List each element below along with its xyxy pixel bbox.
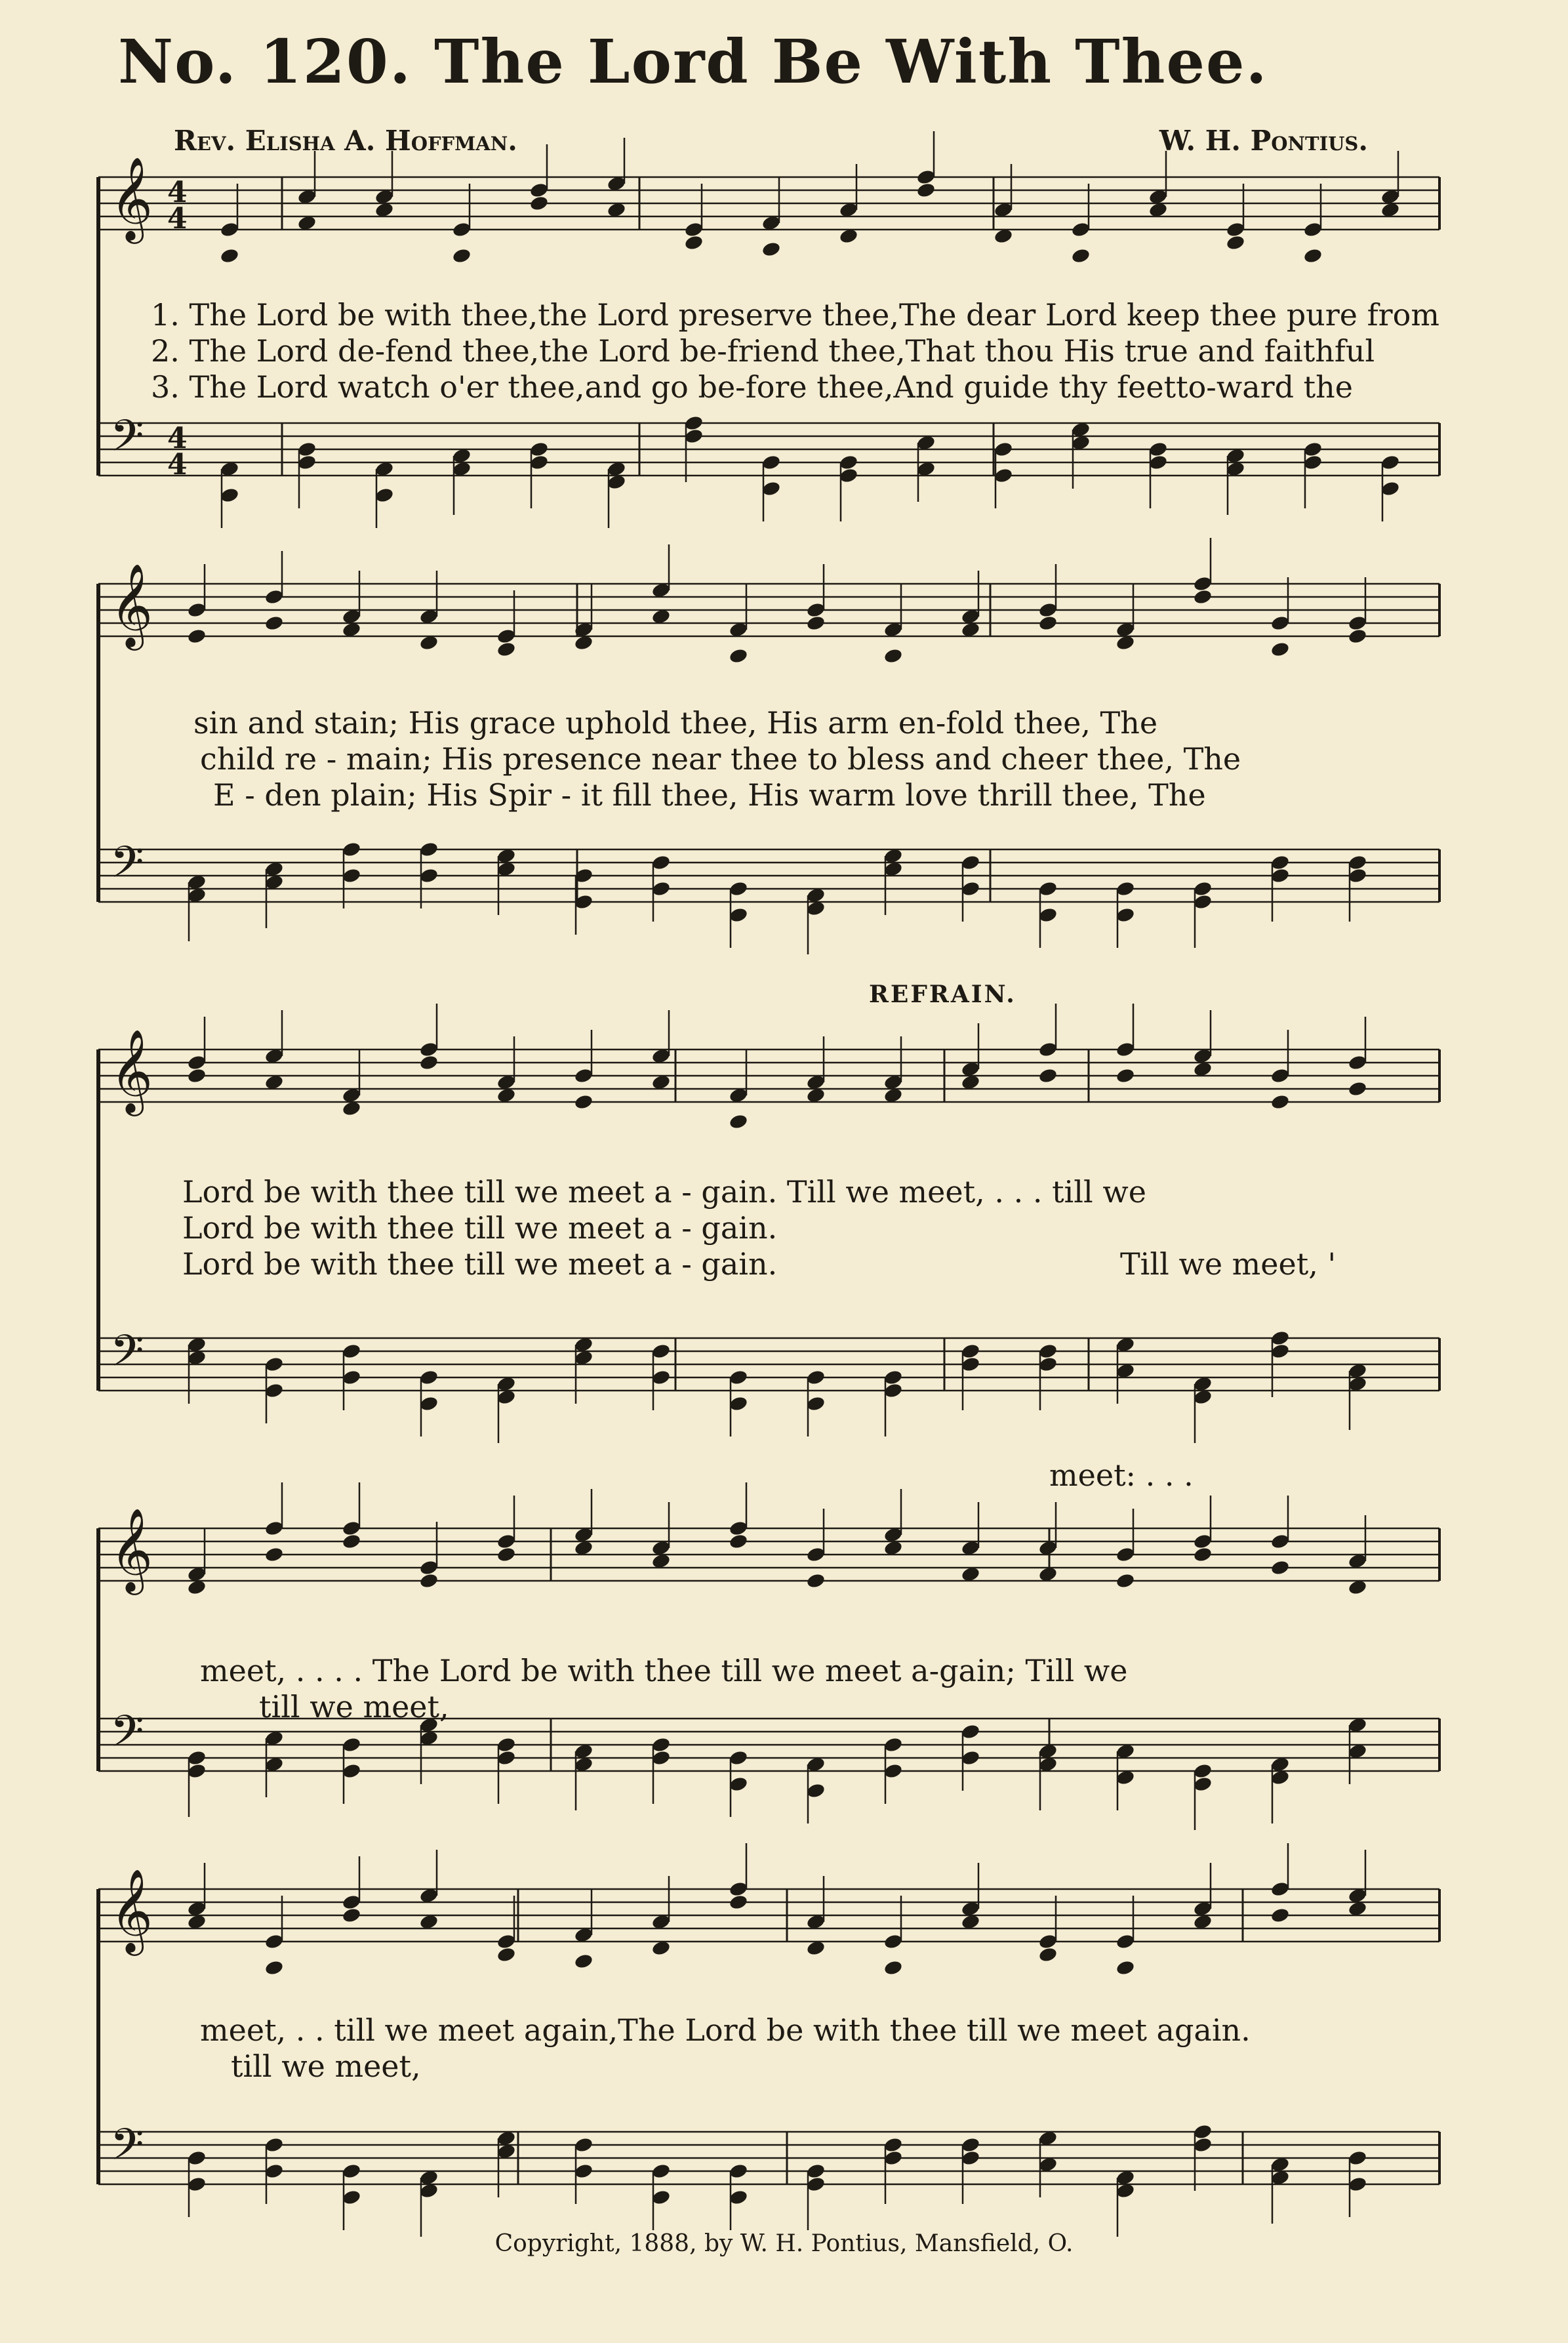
note-head [342, 1736, 362, 1753]
note-head [452, 247, 472, 264]
note-head [1193, 1762, 1213, 1780]
note-head [496, 1749, 517, 1766]
note-head [342, 867, 362, 884]
note-head [529, 182, 550, 199]
note-head [729, 1776, 749, 1793]
note-head [1270, 1330, 1291, 1347]
note-head [1038, 1041, 1058, 1058]
note-head [1270, 615, 1291, 632]
note-head [839, 454, 859, 471]
lyric-s3-bass-words: Till we meet, ' [1120, 1246, 1337, 1282]
note-head [1148, 454, 1169, 471]
note-head [651, 2189, 672, 2206]
note-head [684, 221, 704, 238]
lyric-s4-main: meet, . . . . The Lord be with thee till we meet a-gain; Till we [200, 1653, 1128, 1688]
lyric-s5-main: meet, . . till we meet again,The Lord be with thee till we meet again. [200, 2012, 1251, 2048]
hymn-title: No. 120. The Lord Be With Thee. [118, 26, 1268, 97]
note-head [297, 441, 317, 458]
note-head [1380, 454, 1401, 471]
note-head [419, 841, 439, 858]
note-head [1116, 1959, 1136, 1976]
note-head [1038, 1356, 1058, 1373]
note-head [1038, 880, 1058, 897]
note-head [342, 1520, 362, 1537]
note-head [187, 2176, 207, 2193]
note-head [729, 1894, 749, 1911]
lyric-s2-verse3: E - den plain; His Spir - it fill thee, His warm love thrill thee, The [213, 777, 1206, 813]
lyric-s1-verse2: 2. The Lord de-fend thee,the Lord be-friend thee,That thou His true and faithful [151, 333, 1375, 369]
note-head [1270, 1907, 1291, 1924]
note-head [1226, 234, 1246, 251]
bass-clef-icon: 𝄢 [110, 1326, 144, 1387]
note-head [961, 880, 981, 897]
note-head [264, 1356, 285, 1373]
treble-clef-icon: 𝄞 [110, 563, 153, 647]
note-head [1303, 247, 1323, 264]
bass-clef-icon: 𝄢 [110, 411, 144, 472]
note-head [264, 1382, 285, 1399]
note-head [187, 1054, 207, 1071]
note-head [1038, 1067, 1058, 1084]
note-head [883, 2136, 904, 2153]
note-head [496, 1546, 517, 1563]
note-head [1193, 2123, 1213, 2140]
note-head [806, 2163, 826, 2180]
note-head [452, 221, 472, 238]
note-head [529, 441, 550, 458]
note-head [419, 1054, 439, 1071]
note-head [264, 1933, 285, 1950]
note-head [342, 1894, 362, 1911]
bass-clef-icon: 𝄢 [110, 2119, 144, 2180]
note-head [806, 615, 826, 632]
note-head [1193, 1546, 1213, 1563]
note-head [651, 2163, 672, 2180]
note-head [1116, 1041, 1136, 1058]
note-head [187, 628, 207, 645]
bass-clef-icon: 𝄢 [110, 1706, 144, 1767]
note-head [264, 1520, 285, 1537]
note-head [342, 1369, 362, 1386]
time-signature: 4 [167, 176, 188, 209]
note-head [729, 647, 749, 664]
note-head [419, 1395, 439, 1412]
time-signature: 4 [167, 202, 188, 235]
note-head [994, 467, 1014, 484]
note-head [1348, 1054, 1368, 1071]
note-head [1116, 880, 1136, 897]
note-head [1270, 1559, 1291, 1576]
note-head [1038, 615, 1058, 632]
note-head [1116, 1933, 1136, 1950]
note-head [220, 247, 240, 264]
note-head [729, 907, 749, 924]
note-head [684, 428, 704, 445]
note-head [187, 1749, 207, 1766]
note-head [496, 1533, 517, 1550]
note-head [729, 1520, 749, 1537]
note-head [761, 454, 782, 471]
note-head [496, 1946, 517, 1963]
bass-clef-icon: 𝄢 [110, 837, 144, 898]
note-head [1226, 221, 1246, 238]
note-head [761, 480, 782, 497]
note-head [496, 1736, 517, 1753]
note-head [761, 241, 782, 258]
note-head [1380, 480, 1401, 497]
note-head [342, 841, 362, 858]
note-head [916, 182, 936, 199]
note-head [419, 1559, 439, 1576]
note-head [806, 1369, 826, 1386]
note-head [342, 1533, 362, 1550]
note-head [883, 1736, 904, 1753]
note-head [1193, 2136, 1213, 2153]
note-head [684, 234, 704, 251]
lyric-s4-bass-words: till we meet, [259, 1689, 449, 1724]
note-head [883, 1959, 904, 1976]
note-head [529, 454, 550, 471]
note-head [342, 2163, 362, 2180]
note-head [1116, 907, 1136, 924]
lyric-s5-bass-words: till we meet, [231, 2048, 421, 2084]
note-head [1038, 1343, 1058, 1360]
note-head [883, 647, 904, 664]
note-head [1193, 880, 1213, 897]
note-head [419, 1041, 439, 1058]
note-head [729, 1881, 749, 1898]
note-head [220, 221, 240, 238]
note-head [1270, 867, 1291, 884]
note-head [729, 1113, 749, 1130]
note-head [264, 588, 285, 605]
composer-credit: W. H. Pontius. [1159, 125, 1368, 157]
note-head [806, 601, 826, 619]
lyric-s3-verse3: Lord be with thee till we meet a - gain. [182, 1246, 778, 1282]
note-head [1116, 1546, 1136, 1563]
note-head [1038, 907, 1058, 924]
note-head [419, 1369, 439, 1386]
note-head [883, 1382, 904, 1399]
note-head [574, 2136, 594, 2153]
note-head [1193, 1776, 1213, 1793]
note-head [684, 415, 704, 432]
note-head [342, 1907, 362, 1924]
note-head [264, 1959, 285, 1976]
note-head [187, 1067, 207, 1084]
note-head [529, 195, 550, 212]
note-head [651, 854, 672, 871]
author-credit: Rev. Elisha A. Hoffman. [174, 125, 517, 157]
note-head [1348, 1080, 1368, 1097]
note-head [651, 1369, 672, 1386]
note-head [729, 1749, 749, 1766]
note-head [220, 487, 240, 504]
note-head [1270, 854, 1291, 871]
note-head [264, 2163, 285, 2180]
note-head [961, 1343, 981, 1360]
refrain-label: REFRAIN. [869, 981, 1016, 1008]
note-head [1270, 1093, 1291, 1110]
note-head [806, 1395, 826, 1412]
lyric-s1-verse3: 3. The Lord watch o'er thee,and go be-fore thee,And guide thy feetto-ward the [151, 369, 1354, 405]
note-head [419, 1572, 439, 1589]
note-head [264, 2136, 285, 2153]
note-head [839, 467, 859, 484]
note-head [1116, 1067, 1136, 1084]
note-head [496, 1933, 517, 1950]
note-head [729, 880, 749, 897]
note-head [1270, 1067, 1291, 1084]
note-head [1038, 601, 1058, 619]
note-head [961, 1723, 981, 1740]
note-head [806, 1572, 826, 1589]
time-signature: 4 [167, 448, 188, 481]
note-head [729, 2189, 749, 2206]
note-head [342, 2189, 362, 2206]
note-head [1348, 2176, 1368, 2193]
note-head [961, 2149, 981, 2167]
note-head [1270, 1881, 1291, 1898]
note-head [187, 2149, 207, 2167]
note-head [574, 2163, 594, 2180]
lyric-s3-verse1: Lord be with thee till we meet a - gain. Till we meet, . . . till we [182, 1174, 1146, 1210]
lyric-s3-verse2: Lord be with thee till we meet a - gain. [182, 1210, 778, 1246]
note-head [883, 1762, 904, 1780]
note-head [374, 487, 395, 504]
note-head [651, 1736, 672, 1753]
lyric-s2-verse1: sin and stain; His grace uphold thee, His arm en-fold thee, The [193, 705, 1158, 741]
note-head [1348, 867, 1368, 884]
note-head [1270, 1343, 1291, 1360]
note-head [961, 1356, 981, 1373]
note-head [729, 2163, 749, 2180]
note-head [961, 854, 981, 871]
note-head [297, 454, 317, 471]
note-head [651, 1343, 672, 1360]
note-head [419, 867, 439, 884]
lyric-s1-verse1: 1. The Lord be with thee,the Lord preserve thee,The dear Lord keep thee pure from [151, 297, 1439, 333]
note-head [806, 1546, 826, 1563]
note-head [1071, 247, 1091, 264]
note-head [187, 1762, 207, 1780]
note-head [883, 2149, 904, 2167]
note-head [342, 1762, 362, 1780]
note-head [1116, 1572, 1136, 1589]
note-head [1148, 441, 1169, 458]
note-head [916, 169, 936, 186]
treble-clef-icon: 𝄞 [110, 1029, 153, 1112]
note-head [187, 601, 207, 619]
note-head [1303, 454, 1323, 471]
note-head [806, 2176, 826, 2193]
note-head [1348, 615, 1368, 632]
note-head [574, 1093, 594, 1110]
note-head [1038, 1946, 1058, 1963]
treble-clef-icon: 𝄞 [110, 1868, 153, 1952]
treble-clef-icon: 𝄞 [110, 1507, 153, 1591]
note-head [994, 441, 1014, 458]
note-head [729, 1369, 749, 1386]
note-head [729, 1395, 749, 1412]
note-head [496, 641, 517, 658]
note-head [1348, 628, 1368, 645]
note-head [1348, 2149, 1368, 2167]
note-head [1193, 588, 1213, 605]
note-head [1038, 1933, 1058, 1950]
copyright-notice: Copyright, 1888, by W. H. Pontius, Mansfield, O. [494, 2230, 1074, 2257]
note-head [1303, 221, 1323, 238]
note-head [1303, 441, 1323, 458]
note-head [806, 1782, 826, 1799]
note-head [1193, 893, 1213, 910]
note-head [574, 1953, 594, 1970]
note-head [1193, 1533, 1213, 1550]
note-head [496, 628, 517, 645]
note-head [1270, 1533, 1291, 1550]
note-head [342, 1343, 362, 1360]
treble-clef-icon: 𝄞 [110, 156, 153, 240]
note-head [264, 615, 285, 632]
note-head [1270, 641, 1291, 658]
note-head [961, 2136, 981, 2153]
note-head [883, 1933, 904, 1950]
note-head [729, 1533, 749, 1550]
note-head [1071, 221, 1091, 238]
note-head [651, 880, 672, 897]
note-head [264, 1546, 285, 1563]
note-head [651, 1749, 672, 1766]
lyric-s4-upper-words: meet: . . . [1049, 1457, 1194, 1493]
note-head [961, 1749, 981, 1766]
time-signature: 4 [167, 422, 188, 455]
lyric-s2-verse2: child re - main; His presence near thee to bless and cheer thee, The [200, 741, 1241, 777]
note-head [1193, 575, 1213, 592]
note-head [1348, 854, 1368, 871]
note-head [574, 1067, 594, 1084]
note-head [883, 1369, 904, 1386]
